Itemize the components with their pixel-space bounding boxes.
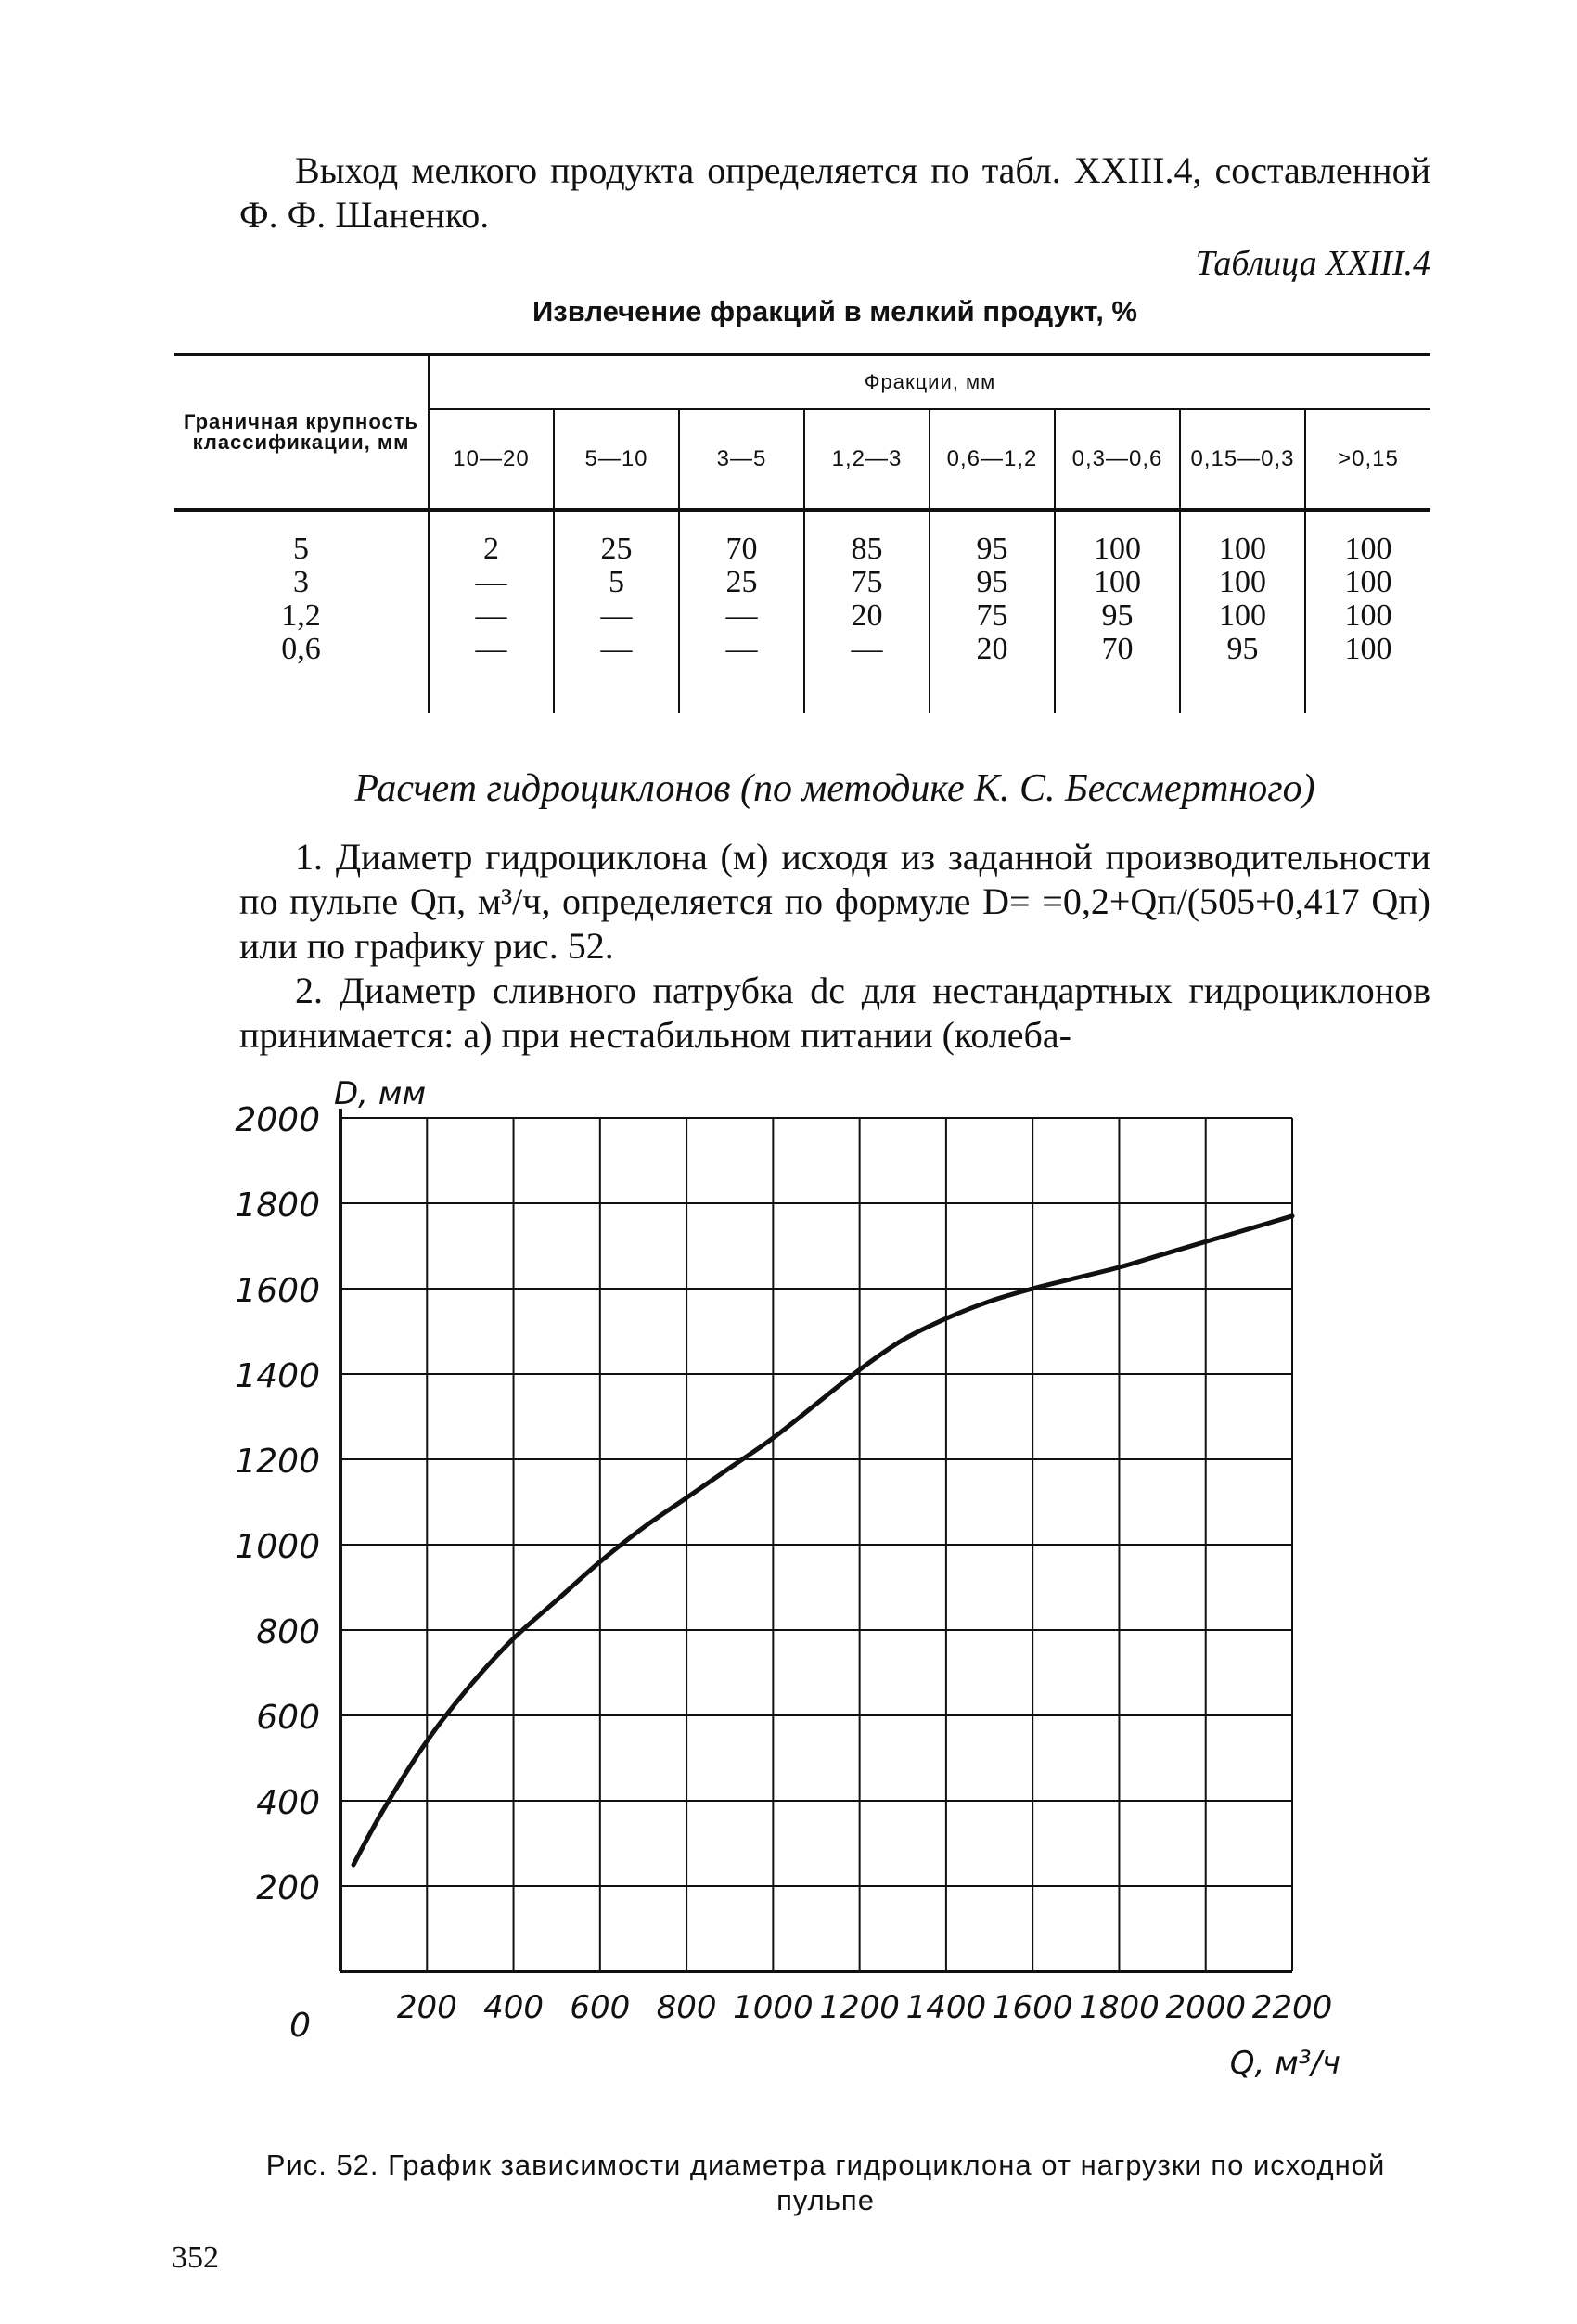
value-cell: 25 [725,565,758,599]
table-row [174,510,1430,713]
value-column [554,510,679,713]
value-cell: 95 [1101,598,1134,633]
value-column [679,510,804,713]
y-tick-label: 600 [256,1699,320,1737]
value-cell: — [600,598,633,633]
x-tick-label: 800 [656,1989,717,2026]
value-column [1180,510,1305,713]
size-column [174,510,429,713]
x-tick-label: 400 [483,1989,544,2026]
x-tick-label: 1400 [905,1989,987,2026]
value-cell: 85 [851,532,883,566]
value-cell: — [475,632,507,666]
x-tick-label: 1200 [819,1989,900,2026]
table-caption: Извлечение фракций в мелкий продукт, % [532,295,1137,327]
size-cell: 1,2 [281,598,321,633]
value-cell: 100 [1219,598,1266,633]
page-number: 352 [172,2241,219,2275]
section-title: Расчет гидроциклонов (по методике К. С. Бессмертного) [354,767,1315,810]
x-tick-label: 600 [570,1989,631,2026]
x-tick-label: 2000 [1165,1989,1246,2026]
value-cell: — [475,565,507,599]
value-cell: 75 [851,565,883,599]
x-tick-label: 200 [396,1989,457,2026]
value-column [804,510,930,713]
value-cell: 70 [1101,632,1134,666]
y-tick-label: 0 [289,2007,311,2045]
x-axis-label: Q, м³/ч [1229,2045,1340,2082]
value-cell: 20 [851,598,883,633]
table-body [174,510,1430,713]
item-2-paragraph: 2. Диаметр сливного патрубка dс для нестандартных гидроциклонов принимается: а) при нестабильном питании (колеба- [239,969,1430,1056]
value-cell: 95 [976,565,1008,599]
fractions-table [174,353,1430,713]
item-1-paragraph: 1. Диаметр гидроциклона (м) исходя из заданной производительности по пульпе Qп, м³/ч, определяется по формуле D= =0,2+Qп/(505+0,417 Qп) или по графику рис. 52. [239,836,1430,967]
x-tick-label: 2200 [1251,1989,1333,2026]
value-cell: — [600,632,633,666]
value-cell: — [725,598,758,633]
size-cell: 0,6 [281,632,321,666]
column-header: 10—20 [429,409,554,510]
row-header: Граничная крупность классификации, мм [183,410,419,454]
group-header: Фракции, мм [429,354,1430,409]
column-header: 0,6—1,2 [930,409,1055,510]
value-cell: 75 [976,598,1008,633]
value-cell: — [725,632,758,666]
y-axis-label: D, мм [334,1075,427,1112]
column-header: 5—10 [554,409,679,510]
value-cell: — [851,632,883,666]
value-cell: 100 [1344,598,1392,633]
column-header: 0,3—0,6 [1055,409,1180,510]
value-cell: 100 [1344,632,1392,666]
y-tick-label: 1200 [235,1443,320,1481]
value-cell: 95 [1226,632,1259,666]
value-cell: 100 [1219,565,1266,599]
column-header: 3—5 [679,409,804,510]
y-tick-label: 2000 [235,1101,320,1139]
y-tick-label: 400 [256,1784,320,1822]
y-tick-label: 1000 [235,1528,320,1566]
x-tick-label: 1000 [733,1989,814,2026]
intro-paragraph: Выход мелкого продукта определяется по табл. XXIII.4, составленной Ф. Ф. Шаненко. [239,149,1430,236]
value-cell: 95 [976,532,1008,566]
x-tick-label: 1600 [992,1989,1073,2026]
value-column [930,510,1055,713]
y-tick-label: 1400 [235,1357,320,1395]
value-cell: 70 [725,532,758,566]
value-cell: 100 [1219,532,1266,566]
value-cell: 100 [1094,532,1141,566]
value-cell: 100 [1094,565,1141,599]
series-line [353,1216,1292,1865]
value-column [1055,510,1180,713]
column-header: >0,15 [1305,409,1430,510]
value-cell: 5 [609,565,624,599]
value-column [1305,510,1430,713]
table-label: Таблица XXIII.4 [1195,244,1430,283]
value-cell: 25 [600,532,633,566]
y-tick-label: 1600 [235,1272,320,1310]
value-cell: 2 [483,532,499,566]
column-header: 0,15—0,3 [1180,409,1305,510]
size-cell: 3 [293,565,309,599]
value-column [429,510,554,713]
value-cell: 100 [1344,565,1392,599]
y-tick-label: 1800 [235,1187,320,1225]
value-cell: — [475,598,507,633]
y-tick-label: 800 [256,1613,320,1651]
size-cell: 5 [293,532,309,566]
value-cell: 100 [1344,532,1392,566]
x-tick-label: 1800 [1079,1989,1160,2026]
column-header: 1,2—3 [804,409,930,510]
value-cell: 20 [976,632,1008,666]
y-tick-label: 200 [256,1869,320,1907]
figure-caption: Рис. 52. График зависимости диаметра гидроциклона от нагрузки по исходной пульпе [265,2149,1386,2216]
